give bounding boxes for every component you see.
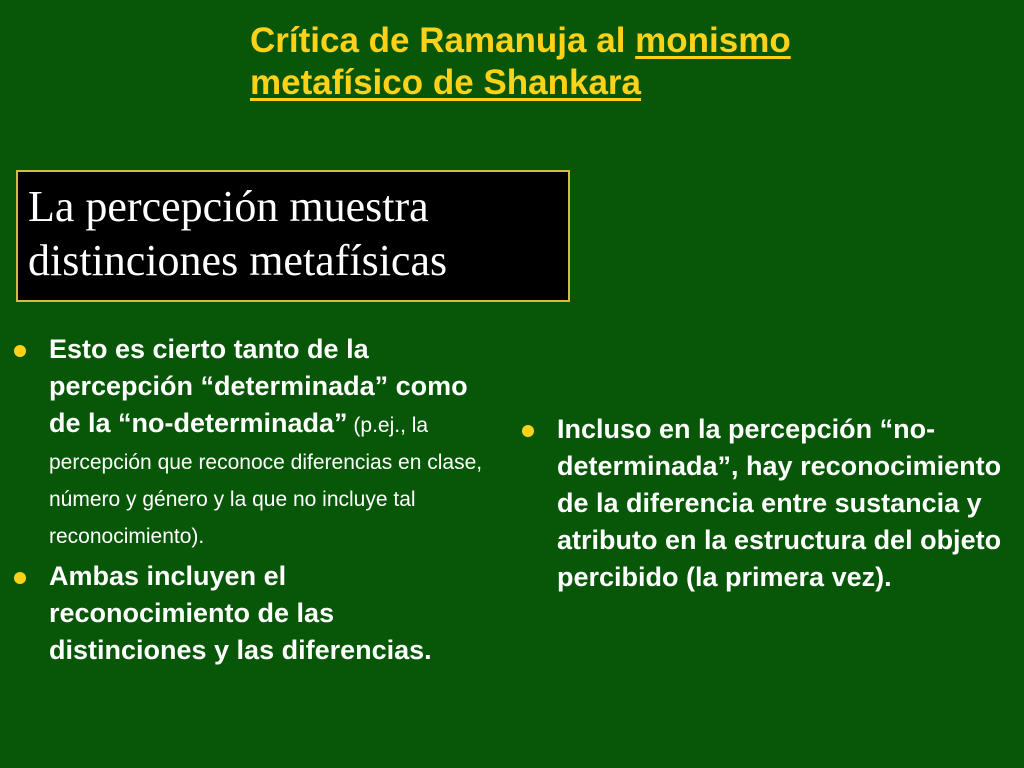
left-column [14,331,494,674]
bullet-text: Esto es cierto tanto de la percepción “determinada” como de la “no-determinada” [49,334,468,438]
bullet-dot-icon [14,572,26,584]
title-link-metafisico[interactable]: metafísico de Shankara [250,63,641,102]
subtitle-line-1: La percepción muestra [28,182,429,231]
bullet-note: (p.ej., la percepción que reconoce diferencias en clase, número y género y la que no incluye tal reconocimiento). [49,414,483,548]
title-prefix: Crítica de Ramanuja al [250,21,636,60]
bullet-dot-icon [14,345,26,357]
slide-title [250,20,990,104]
bullet-text: Incluso en la percepción “no-determinada”, hay reconocimiento de la diferencia entre sustancia y atributo en la estructura del objeto percibido (la primera vez). [557,414,1002,592]
title-link-monismo[interactable]: monismo [635,21,791,60]
list-item [14,331,494,553]
right-column [522,411,1014,601]
list-item [522,411,1014,596]
subtitle-box [16,170,570,302]
subtitle-line-2: distinciones metafísicas [28,236,448,285]
bullet-text: Ambas incluyen el reconocimiento de las distinciones y las diferencias. [49,561,432,665]
list-item [14,558,494,669]
bullet-dot-icon [522,425,534,437]
